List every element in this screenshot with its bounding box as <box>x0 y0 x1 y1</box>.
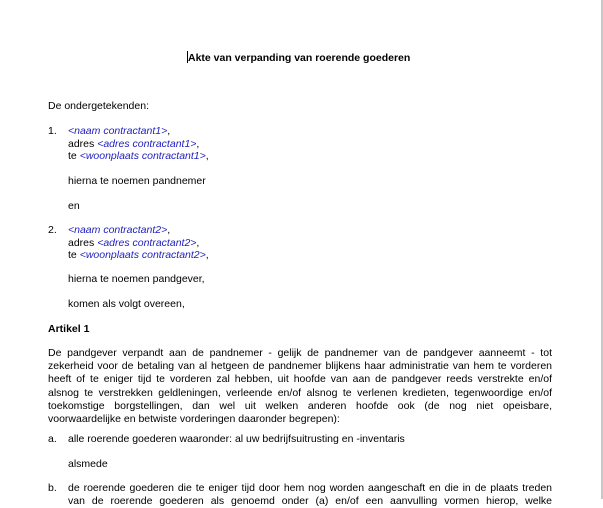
item-a-letter: a. <box>48 433 57 445</box>
party2-address-prefix: adres <box>68 237 98 249</box>
party1-name-placeholder[interactable]: <naam contractant1> <box>68 125 168 137</box>
article1-line: De pandgever verpandt aan de pandnemer - gelijk de pandnemer van de pandgever aanneemt - tot <box>48 347 552 359</box>
party1-address-line <box>68 138 199 150</box>
party1-number: 1. <box>48 125 57 137</box>
item-b-paragraph <box>68 482 552 508</box>
and-text: en <box>68 200 80 212</box>
article1-line: voorwaardelijke en betwiste vorderingen daaronder begrepen): <box>48 413 340 426</box>
party1-role: hierna te noemen pandnemer <box>68 175 206 187</box>
party2-name-suffix: , <box>167 224 171 236</box>
party2-address-line <box>68 237 199 249</box>
agreed-text: komen als volgt overeen, <box>68 298 185 310</box>
item-b-line: de roerende goederen die te eniger tijd door hem nog worden aangeschaft en die in de plaats treden <box>68 482 552 494</box>
party1-address-placeholder[interactable]: <adres contractant1> <box>97 138 197 150</box>
as-well-text: alsmede <box>68 458 108 470</box>
party2-address-suffix: , <box>196 237 200 249</box>
party1-city-placeholder[interactable]: <woonplaats contractant1> <box>79 150 206 162</box>
party2-number: 2. <box>48 224 57 236</box>
party1-address-prefix: adres <box>68 138 98 150</box>
party2-city-prefix: te <box>68 249 80 261</box>
item-b-letter: b. <box>48 482 57 494</box>
article1-heading: Artikel 1 <box>48 323 90 335</box>
document-title <box>187 51 410 64</box>
article1-line: heeft of te eniger tijd te vorderen zal hebben, uit hoofde van aan de pandgever reeds verstrekte en/of <box>48 373 552 386</box>
party2-name-placeholder[interactable]: <naam contractant2> <box>68 224 168 236</box>
document-title-text: Akte van verpanding van roerende goederen <box>188 52 411 64</box>
article1-line: toekomstige borgstellingen, dan wel uit welken anderen hoofde ook (de nog niet opeisbare, <box>48 399 552 412</box>
party2-city-suffix: , <box>205 249 209 261</box>
item-a-text: alle roerende goederen waaronder: al uw bedrijfsuitrusting en -inventaris <box>68 433 405 445</box>
party2-name-line <box>68 224 170 236</box>
party1-address-suffix: , <box>196 138 200 150</box>
party2-city-placeholder[interactable]: <woonplaats contractant2> <box>79 249 206 261</box>
intro-text: De ondergetekenden: <box>48 100 149 112</box>
party2-role: hierna te noemen pandgever, <box>68 273 205 285</box>
party2-city-line <box>68 249 209 261</box>
party1-city-prefix: te <box>68 150 80 162</box>
article1-line: zekerheid voor de betaling van al hetgeen de pandnemer blijkens haar administratie van hem te vorderen <box>48 360 552 373</box>
item-b-line: van de roerende goederen als genoemd onder (a) en/of een aanvulling vormen hierop, welke <box>68 495 552 508</box>
party1-name-suffix: , <box>167 125 171 137</box>
party1-city-line <box>68 150 209 162</box>
party1-name-line <box>68 125 170 137</box>
party1-city-suffix: , <box>205 150 209 162</box>
party2-address-placeholder[interactable]: <adres contractant2> <box>97 237 197 249</box>
article1-line: alsnog te verstrekken geldleningen, verleende en/of alsnog te verlenen kredieten, tegenwoordige en/of <box>48 386 552 399</box>
article1-paragraph <box>48 347 552 426</box>
